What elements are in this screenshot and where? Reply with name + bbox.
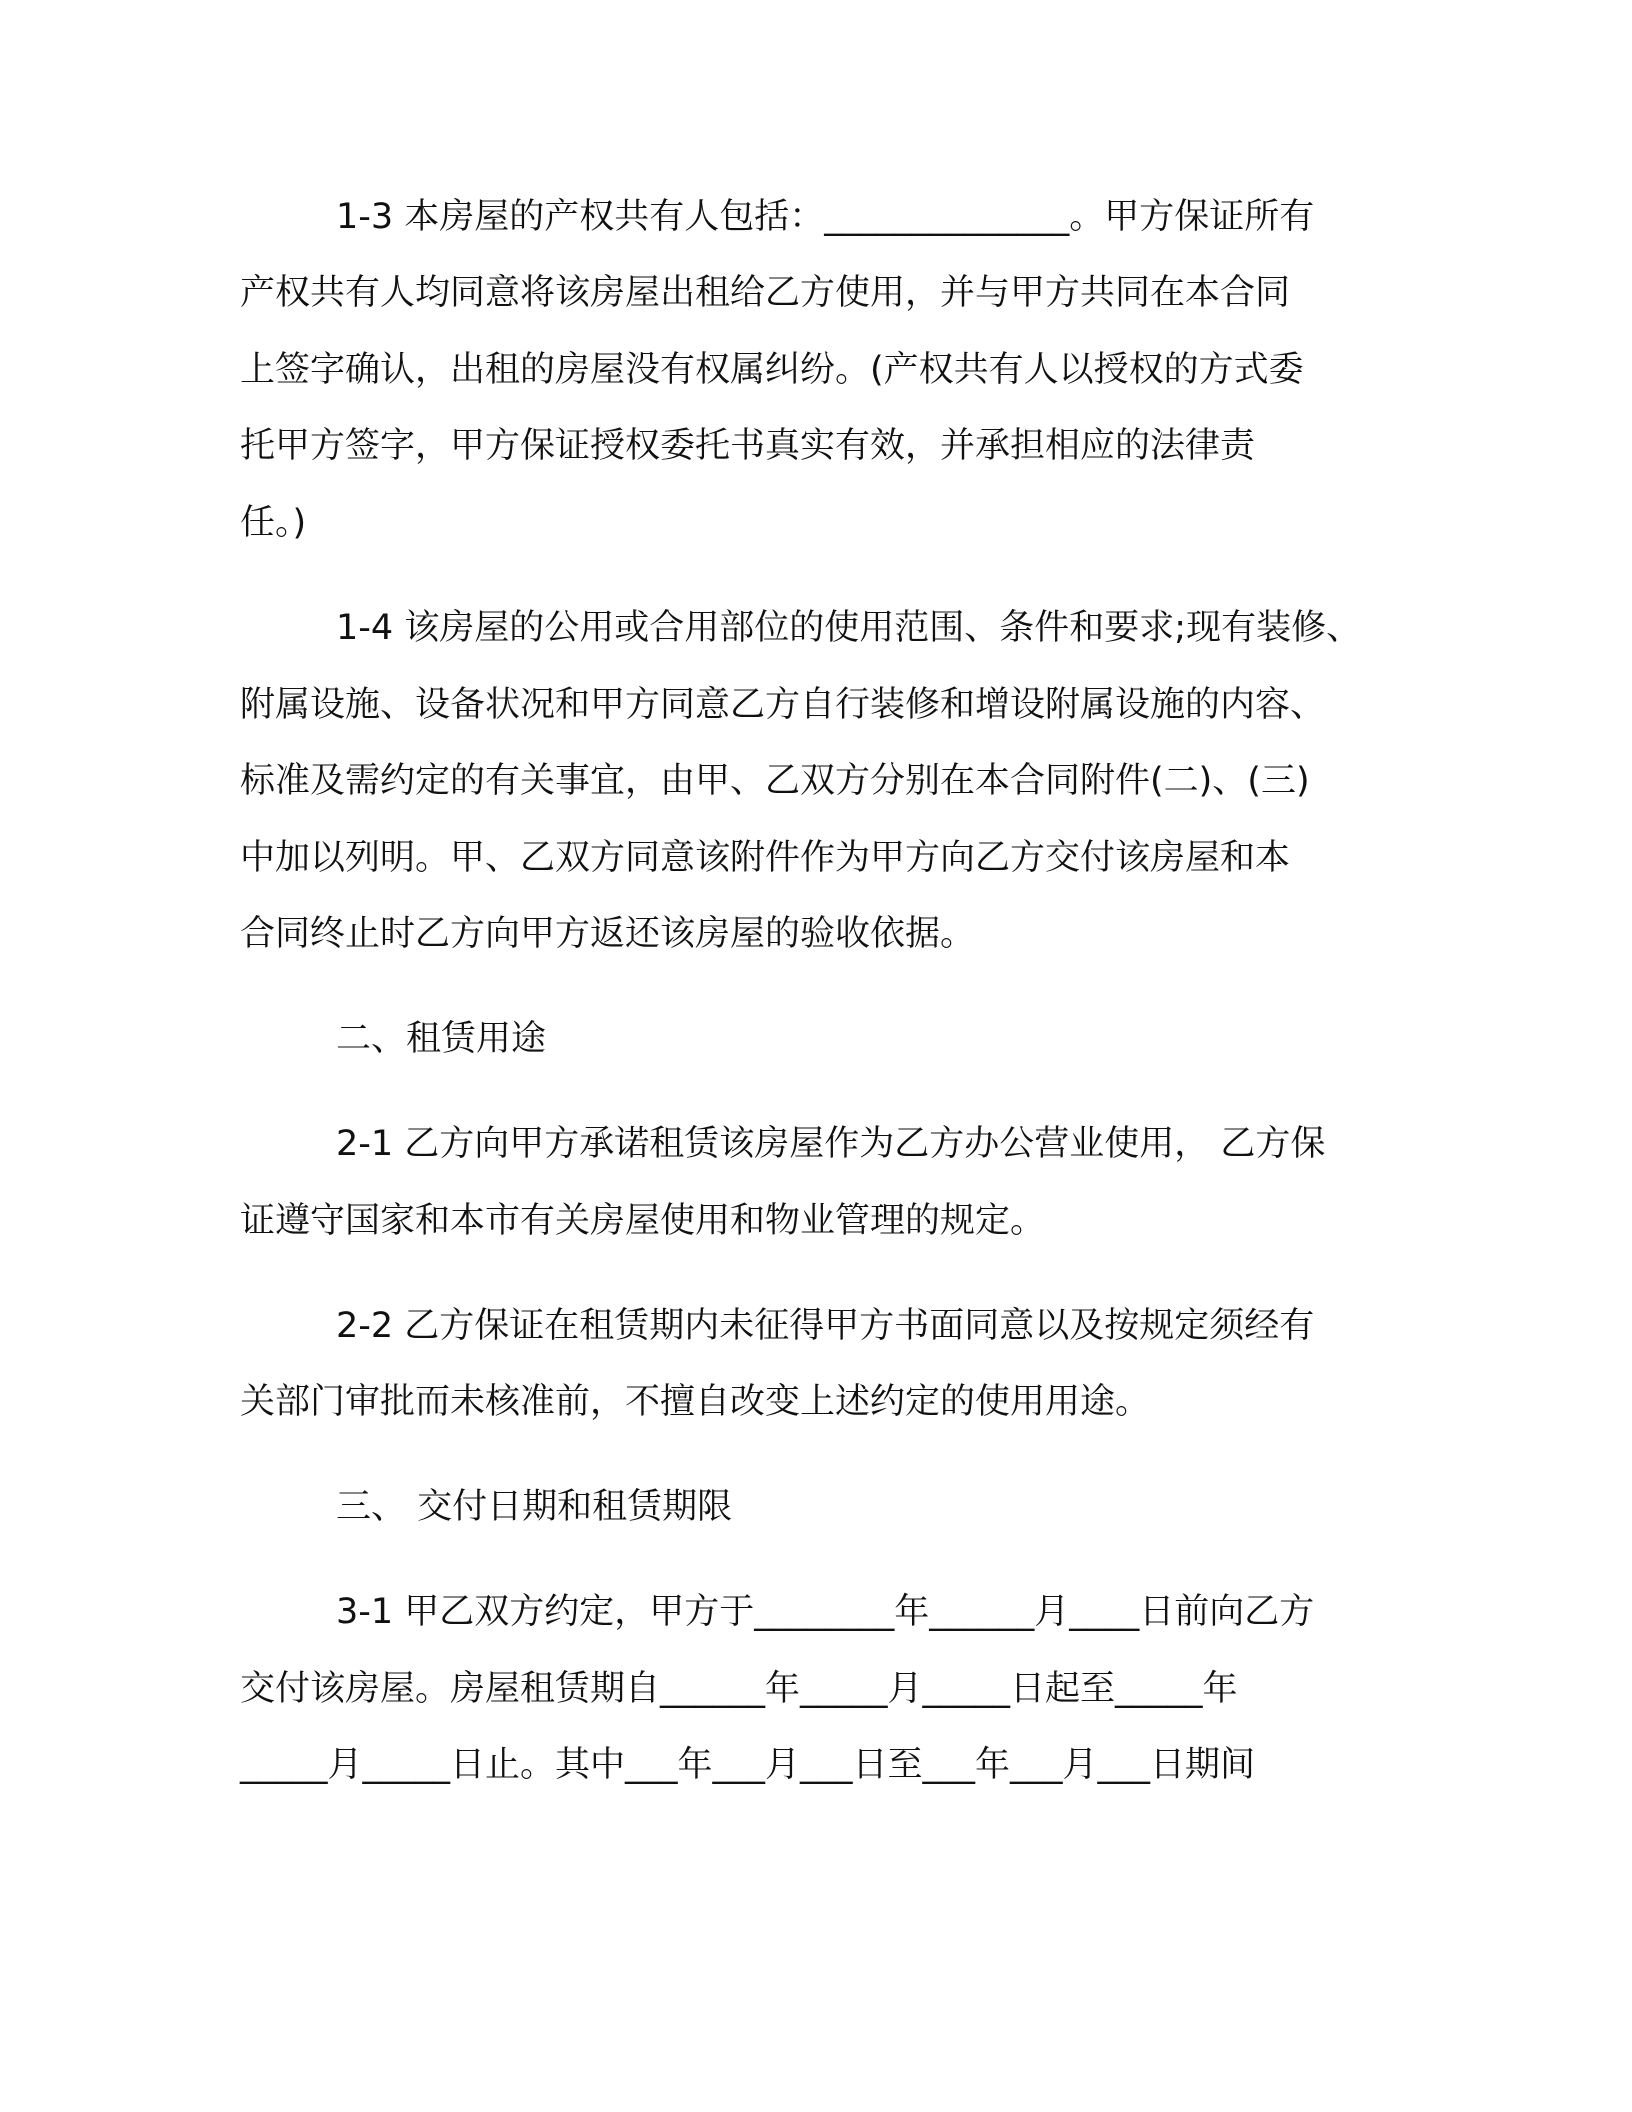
paragraph-1-3-line-5: 任。) [240, 503, 307, 543]
paragraph-1-4-line-3: 标准及需约定的有关事宜，由甲、乙双方分别在本合同附件(二)、(三) [240, 761, 1310, 801]
paragraph-1-3-line-4: 托甲方签字，甲方保证授权委托书真实有效，并承担相应的法律责 [240, 426, 1256, 466]
paragraph-1-3-line-1: 1-3 本房屋的产权共有人包括：______________。甲方保证所有 [336, 197, 1315, 237]
section-heading-2: 二、租赁用途 [336, 1019, 547, 1059]
paragraph-1-4-line-4: 中加以列明。甲、乙双方同意该附件作为甲方向乙方交付该房屋和本 [240, 838, 1291, 878]
document-page [240, 0, 1410, 2112]
paragraph-2-1-line-1: 2-1 乙方向甲方承诺租赁该房屋作为乙方办公营业使用， 乙方保 [336, 1124, 1326, 1164]
paragraph-2-2-line-1: 2-2 乙方保证在租赁期内未征得甲方书面同意以及按规定须经有 [336, 1306, 1315, 1346]
paragraph-1-3-line-2: 产权共有人均同意将该房屋出租给乙方使用，并与甲方共同在本合同 [240, 273, 1291, 313]
paragraph-2-1-line-2: 证遵守国家和本市有关房屋使用和物业管理的规定。 [240, 1201, 1046, 1241]
paragraph-2-2-line-2: 关部门审批而未核准前，不擅自改变上述约定的使用用途。 [240, 1382, 1151, 1422]
paragraph-3-1-line-3: _____月_____日止。其中___年___月___日至___年___月___日期间 [240, 1745, 1256, 1785]
paragraph-1-4-line-5: 合同终止时乙方向甲方返还该房屋的验收依据。 [240, 914, 976, 954]
paragraph-1-3-line-3: 上签字确认，出租的房屋没有权属纠纷。(产权共有人以授权的方式委 [240, 350, 1304, 390]
paragraph-3-1-line-1: 3-1 甲乙双方约定，甲方于________年______月____日前向乙方 [336, 1592, 1315, 1632]
paragraph-1-4-line-1: 1-4 该房屋的公用或合用部位的使用范围、条件和要求;现有装修、 [336, 608, 1362, 648]
paragraph-3-1-line-2: 交付该房屋。房屋租赁期自______年_____月_____日起至_____年 [240, 1669, 1238, 1709]
paragraph-1-4-line-2: 附属设施、设备状况和甲方同意乙方自行装修和增设附属设施的内容、 [240, 685, 1326, 725]
section-heading-3: 三、 交付日期和租赁期限 [336, 1487, 733, 1527]
